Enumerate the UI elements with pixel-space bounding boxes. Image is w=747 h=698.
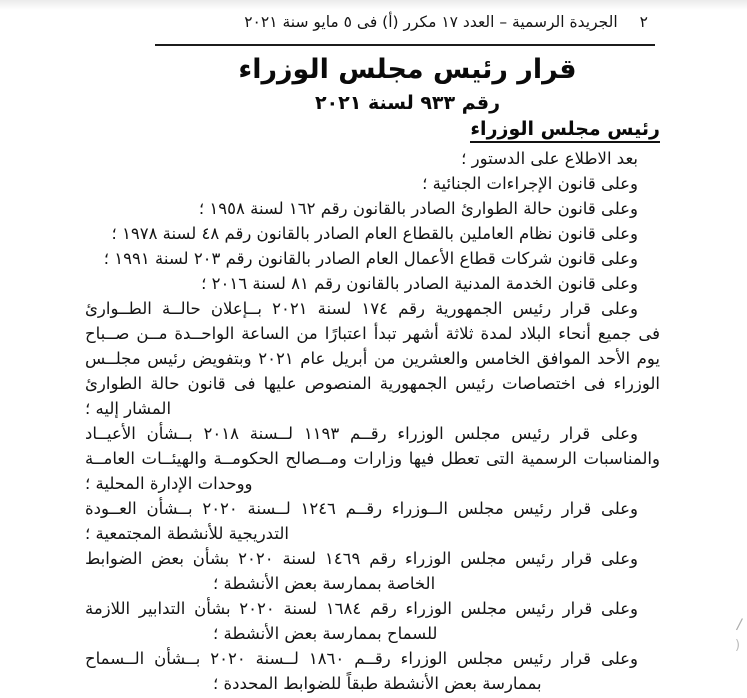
- body-line: وعلى قانون شركات قطاع الأعمال العام الصادر بالقانون رقم ٢٠٣ لسنة ١٩٩١ ؛: [103, 249, 638, 268]
- top-shadow: [0, 0, 747, 10]
- body-line: للسماح بممارسة بعض الأنشطة ؛: [213, 624, 438, 643]
- issue-line: الجريدة الرسمية – العدد ١٧ مكرر (أ) فى ٥ مايو سنة ٢٠٢١: [244, 13, 618, 31]
- body-line: التدريجية للأنشطة المجتمعية ؛: [85, 524, 289, 543]
- section-heading-text: رئيس مجلس الوزراء: [470, 118, 660, 143]
- paragraph: [85, 596, 660, 646]
- body-line: يوم الأحد الموافق الخامس والعشرين من أبريل عام ٢٠٢١ وبتفويض رئيس مجلــس: [85, 349, 660, 368]
- paragraph: [85, 421, 660, 496]
- scan-artifact: (: [735, 638, 741, 653]
- body-line: وعلى قرار رئيس مجلس الوزراء رقــم ١٨٦٠ لــسنة ٢٠٢٠ بــشأن الــسماح: [85, 649, 638, 668]
- body-line: فى جميع أنحاء البلاد لمدة ثلاثة أشهر تبدأ اعتبارًا من الساعة الواحــدة مــن صــباح: [85, 324, 660, 343]
- body-line: وعلى قرار رئيس مجلس الوزراء رقــم ١١٩٣ لــسنة ٢٠١٨ بــشأن الأعيــاد: [85, 424, 638, 443]
- body-line: وعلى قانون الإجراءات الجنائية ؛: [422, 174, 638, 193]
- body-line: بممارسة بعض الأنشطة طبقاً للضوابط المحددة ؛: [213, 674, 542, 693]
- body-line: الخاصة بممارسة بعض الأنشطة ؛: [213, 574, 436, 593]
- paragraph: [85, 646, 660, 696]
- body-line: المشار إليه ؛: [85, 399, 172, 418]
- body-line: والمناسبات الرسمية التى تعطل فيها وزارات ومــصالح الحكومــة والهيئــات العامــة: [85, 449, 660, 468]
- paragraph: [85, 271, 660, 296]
- body-line: وعلى قرار رئيس مجلس الوزراء رقم ١٤٦٩ لسنة ٢٠٢٠ بشأن بعض الضوابط: [85, 549, 639, 568]
- page-header: [244, 13, 648, 31]
- decree-number: رقم ٩٣٣ لسنة ٢٠٢١: [314, 92, 501, 114]
- body-line: وعلى قرار رئيس مجلس الوزراء رقم ١٦٨٤ لسنة ٢٠٢٠ بشأن التدابير اللازمة: [85, 599, 639, 618]
- page-number: ٢: [639, 13, 648, 31]
- header-rule: [155, 44, 655, 46]
- body-line: ووحدات الإدارة المحلية ؛: [85, 474, 253, 493]
- scan-artifact: /: [735, 614, 744, 634]
- decree-title: قرار رئيس مجلس الوزراء: [238, 54, 577, 85]
- body-line: وعلى قانون الخدمة المدنية الصادر بالقانون رقم ٨١ لسنة ٢٠١٦ ؛: [201, 274, 638, 293]
- body-line: بعد الاطلاع على الدستور ؛: [461, 149, 638, 168]
- body-line: وعلى قرار رئيس الجمهورية رقم ١٧٤ لسنة ٢٠٢١ بــإعلان حالــة الطــوارئ: [85, 299, 639, 318]
- paragraph: [85, 246, 660, 271]
- body-line: الوزراء فى اختصاصات رئيس الجمهورية المنصوص عليها فى قانون حالة الطوارئ: [85, 374, 660, 393]
- paragraph: [85, 296, 660, 421]
- body-line: وعلى قانون نظام العاملين بالقطاع العام الصادر بالقانون رقم ٤٨ لسنة ١٩٧٨ ؛: [111, 224, 638, 243]
- paragraph: [85, 196, 660, 221]
- section-heading: [470, 116, 660, 142]
- paragraph: [85, 221, 660, 246]
- body-line: وعلى قانون حالة الطوارئ الصادر بالقانون رقم ١٦٢ لسنة ١٩٥٨ ؛: [198, 199, 638, 218]
- paragraph: [85, 496, 660, 546]
- paragraph: [85, 546, 660, 596]
- body: [85, 146, 660, 696]
- body-line: وعلى قرار رئيس مجلس الــوزراء رقــم ١٢٤٦ لــسنة ٢٠٢٠ بــشأن العــودة: [85, 499, 638, 518]
- paragraph: [85, 171, 660, 196]
- paragraph: [85, 146, 660, 171]
